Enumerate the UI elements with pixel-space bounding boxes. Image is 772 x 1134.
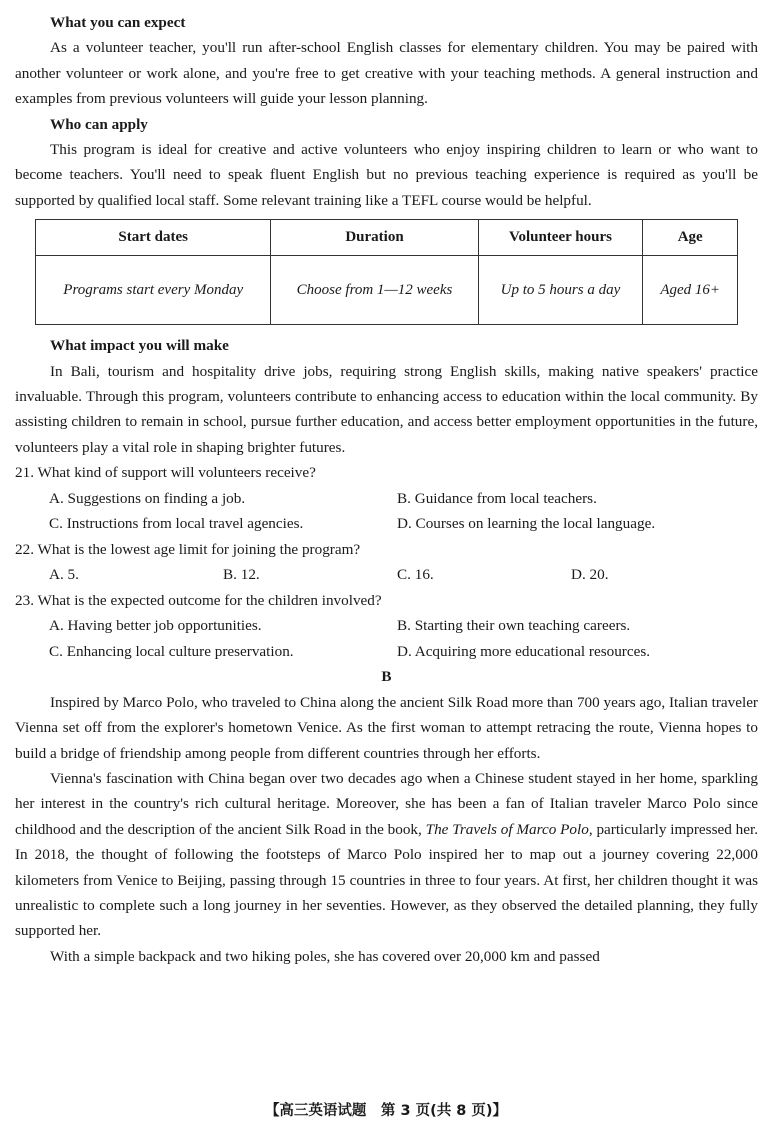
paragraph-apply: This program is ideal for creative and active volunteers who enjoy inspiring children to learn or who want to become teachers. You'll need to speak fluent English but no previous teaching experience is required as you'll be supported by qualified local staff. Some relevant training like a TEFL course would be helpful.: [15, 141, 758, 209]
section-b-title: B: [381, 668, 392, 686]
cell-start-dates: Programs start every Monday: [36, 256, 271, 325]
question-21-options-row-1: [15, 486, 758, 512]
table-row: [36, 256, 738, 325]
option-23a: A. Having better job opportunities.: [49, 617, 262, 635]
option-23d: D. Acquiring more educational resources.: [397, 642, 651, 660]
cell-duration: Choose from 1—12 weeks: [271, 256, 478, 325]
header-volunteer-hours: Volunteer hours: [478, 220, 643, 256]
header-start-dates: Start dates: [36, 220, 271, 256]
option-21b: B. Guidance from local teachers.: [397, 489, 597, 507]
heading-impact: What impact you will make: [50, 337, 229, 355]
heading-expect: What you can expect: [50, 14, 186, 31]
option-23b: B. Starting their own teaching careers.: [397, 617, 631, 635]
question-23-options-row-1: [15, 613, 758, 639]
question-22: 22. What is the lowest age limit for joining the program?: [15, 540, 361, 558]
table-header-row: [36, 220, 738, 256]
page-footer: 【高三英语试题 第 3 页(共 8 页)】: [264, 1103, 508, 1119]
paragraph-b2-end: , particularly impressed her. In 2018, the thought of following the footsteps of Marco Polo inspired her to map out a journey covering 22,000 kilometers from Venice to Beijing, passing through 15 countries in three to four years. At first, her children thought it was unrealistic to complete such a long journey in her seventies. However, as they observed the detailed planning, they fully supported her.: [15, 820, 758, 940]
paragraph-b2: [15, 766, 758, 944]
option-22a: A. 5.: [49, 566, 79, 584]
cell-age: Aged 16+: [643, 256, 738, 325]
paragraph-impact: In Bali, tourism and hospitality drive jobs, requiring strong English skills, making native speakers' practice invaluable. Through this program, volunteers contribute to enhancing access to education within the local community. By assisting children to remain in school, pursue further education, and access better employment opportunities in the future, volunteers play a vital role in shaping brighter futures.: [15, 362, 758, 456]
paragraph-b2-start: Vienna's fascination with China began over two decades ago when a Chinese student stayed in her home, sparkling her interest in the country's rich cultural heritage. Moreover, she has been a fan of Italian traveler Marco Polo since childhood and the description of the ancient Silk Road in the book,: [15, 769, 758, 838]
paragraph-expect: As a volunteer teacher, you'll run after-school English classes for elementary children. You may be paired with another volunteer or work alone, and you're free to get creative with your teaching methods. A general instruction and examples from previous volunteers will guide your lesson planning.: [15, 39, 758, 108]
question-22-options: [15, 562, 758, 588]
question-23-options-row-2: [15, 639, 758, 665]
option-22b: B. 12.: [223, 566, 260, 584]
option-21d: D. Courses on learning the local language.: [397, 515, 656, 533]
paragraph-b1: Inspired by Marco Polo, who traveled to China along the ancient Silk Road more than 700 years ago, Italian traveler Vienna set off from the explorer's hometown Venice. As the first woman to attempt retracing the route, Vienna hopes to build a bridge of friendship among people from different countries through her efforts.: [15, 693, 758, 762]
heading-apply: Who can apply: [50, 115, 148, 133]
program-info-table: [35, 219, 738, 325]
option-22c: C. 16.: [397, 566, 434, 584]
header-duration: Duration: [271, 220, 478, 256]
paragraph-b3: With a simple backpack and two hiking poles, she has covered over 20,000 km and passed: [50, 947, 600, 965]
option-21c: C. Instructions from local travel agencies.: [49, 515, 304, 533]
exam-page: [15, 10, 758, 969]
cell-volunteer-hours: Up to 5 hours a day: [478, 256, 643, 325]
book-title: The Travels of Marco Polo: [425, 820, 589, 838]
question-23: 23. What is the expected outcome for the children involved?: [15, 591, 382, 609]
header-age: Age: [643, 220, 738, 256]
question-21-options-row-2: [15, 511, 758, 537]
option-23c: C. Enhancing local culture preservation.: [49, 642, 294, 660]
option-21a: A. Suggestions on finding a job.: [49, 489, 246, 507]
option-22d: D. 20.: [571, 566, 609, 584]
question-21: 21. What kind of support will volunteers receive?: [15, 464, 316, 482]
